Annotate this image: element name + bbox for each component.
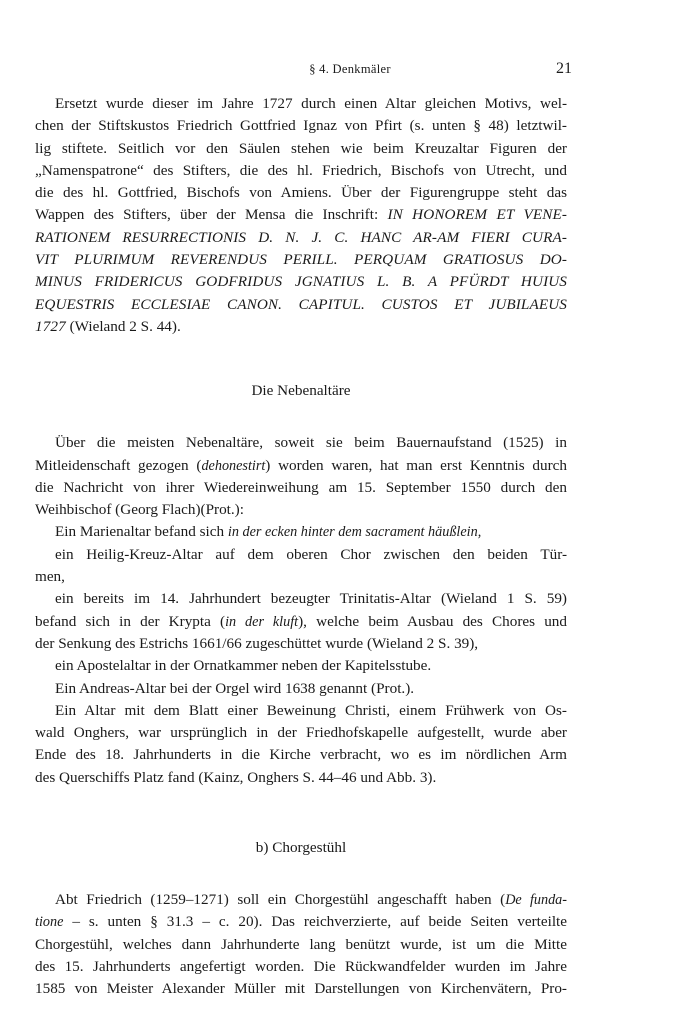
text-plain: Abt Friedrich (1259–1271) soll ein Chorgestühl angeschafft haben ( [55,891,506,909]
quoted-term: in der ecken hinter dem sacrament häußlein, [227,524,482,541]
text-line: des 15. Jahrhunderts angefertigt worden. Die Rückwandfelder wurden im Jahre [35,957,567,975]
text-line: 1585 von Meister Alexander Müller mit Darstellungen von Kirchenvätern, Pro- [35,980,567,998]
text-line: die des hl. Gottfried, Bischofs von Amiens. Über der Figurengruppe steht das [35,184,567,202]
running-head-title: § 4. Denkmäler [309,62,391,76]
text-line: chen der Stiftskustos Friedrich Gottfried Ignaz von Pfirt (s. unten § 48) letztwil- [35,117,567,135]
text-line: ein Apostelaltar in der Ornatkammer neben der Kapitelsstube. [55,657,432,675]
text-line [35,455,567,477]
text-plain: befand sich in der Krypta ( [35,612,226,630]
text-line [35,611,567,633]
inscription-line: VIT PLURIMUM REVERENDUS PERILL. PERQUAM GRATIOSUS DO- [35,251,567,269]
quoted-term: De funda- [505,892,567,909]
text-line: wald Onghers, war ursprünglich in der Friedhofskapelle aufgestellt, wurde aber [35,724,567,742]
body-text [35,93,567,1001]
text-plain: ), welche beim Ausbau des Chores und [298,612,567,630]
text-line: Über die meisten Nebenaltäre, soweit sie beim Bauernaufstand (1525) in [55,434,567,452]
text-line: der Senkung des Estrichs 1661/66 zugeschüttet wurde (Wieland 2 S. 39), [35,634,479,652]
quoted-term: tione [35,914,64,931]
text-line: „Namenspatrone“ des Stifters, die des hl. Friedrich, Bischofs von Utrecht, und [35,161,567,179]
inscription-year: 1727 [35,317,66,335]
page-number: 21 [556,60,572,77]
text-line: Chorgestühl, welches dann Jahrhunderte lang benützt wurde, ist um die Mitte [35,935,567,953]
text-line: Ende des 18. Jahrhunderts in die Kirche verbracht, wo es im nördlichen Arm [35,746,567,764]
inscription-line: RATIONEM RESURRECTIONIS D. N. J. C. HANC AR-AM FIERI CURA- [35,228,567,246]
quoted-term: dehonestirt [201,457,266,474]
text-line [35,521,567,543]
text-line: Weihbischof (Georg Flach)(Prot.): [35,501,244,519]
text-line [35,889,567,911]
inscription-text: IN HONOREM ET VENE- [387,206,567,224]
paragraph-replacement-altar [35,93,567,338]
text-line: Ein Altar mit dem Blatt einer Beweinung Christi, einem Frühwerk von Os- [55,701,567,719]
text-line: men, [35,568,65,586]
text-line [35,316,567,338]
text-line: die Nachricht von ihrer Wiedereinweihung am 15. September 1550 durch den [35,478,567,496]
paragraph-side-altars [35,432,567,789]
text-line: Ein Andreas-Altar bei der Orgel wird 1638 genannt (Prot.). [55,679,415,697]
text-line [35,911,567,933]
text-line: Ersetzt wurde dieser im Jahre 1727 durch einen Altar gleichen Motivs, wel- [55,95,567,112]
inscription-line: EQUESTRIS ECCLESIAE CANON. CAPITUL. CUSTOS ET JUBILAEUS [35,295,567,313]
section-heading-nebenaltaere: Die Nebenaltäre [251,382,351,400]
section-heading-chorgestuehl: b) Chorgestühl [255,839,347,857]
text-plain: Mitleidenschaft gezogen ( [35,456,202,474]
text-plain: Ein Marienaltar befand sich [55,523,228,541]
paragraph-choir-stalls [35,889,567,1000]
quoted-term: in der kluft [225,613,299,630]
text-plain: ) worden waren, hat man erst Kenntnis durch [265,456,567,474]
text-line [35,204,567,226]
text-plain: Wappen des Stifters, über der Mensa die Inschrift: [35,206,388,224]
text-plain: (Wieland 2 S. 44). [65,317,181,335]
text-line: ein bereits im 14. Jahrhundert bezeugter Trinitatis-Altar (Wieland 1 S. 59) [55,590,567,608]
text-line: ein Heilig-Kreuz-Altar auf dem oberen Chor zwischen den beiden Tür- [55,545,567,563]
running-head [0,60,700,84]
text-plain: – s. unten § 31.3 – c. 20). Das reichverzierte, auf beide Seiten verteilte [63,913,567,931]
text-line: lig stiftete. Seitlich vor den Säulen stehen wie beim Kreuzaltar Figuren der [35,139,567,157]
text-line: des Querschiffs Platz fand (Kainz, Onghers S. 44–46 und Abb. 3). [35,768,437,786]
inscription-line: MINUS FRIDERICUS GODFRIDUS JGNATIUS L. B. A PFÜRDT HUIUS [35,273,567,291]
